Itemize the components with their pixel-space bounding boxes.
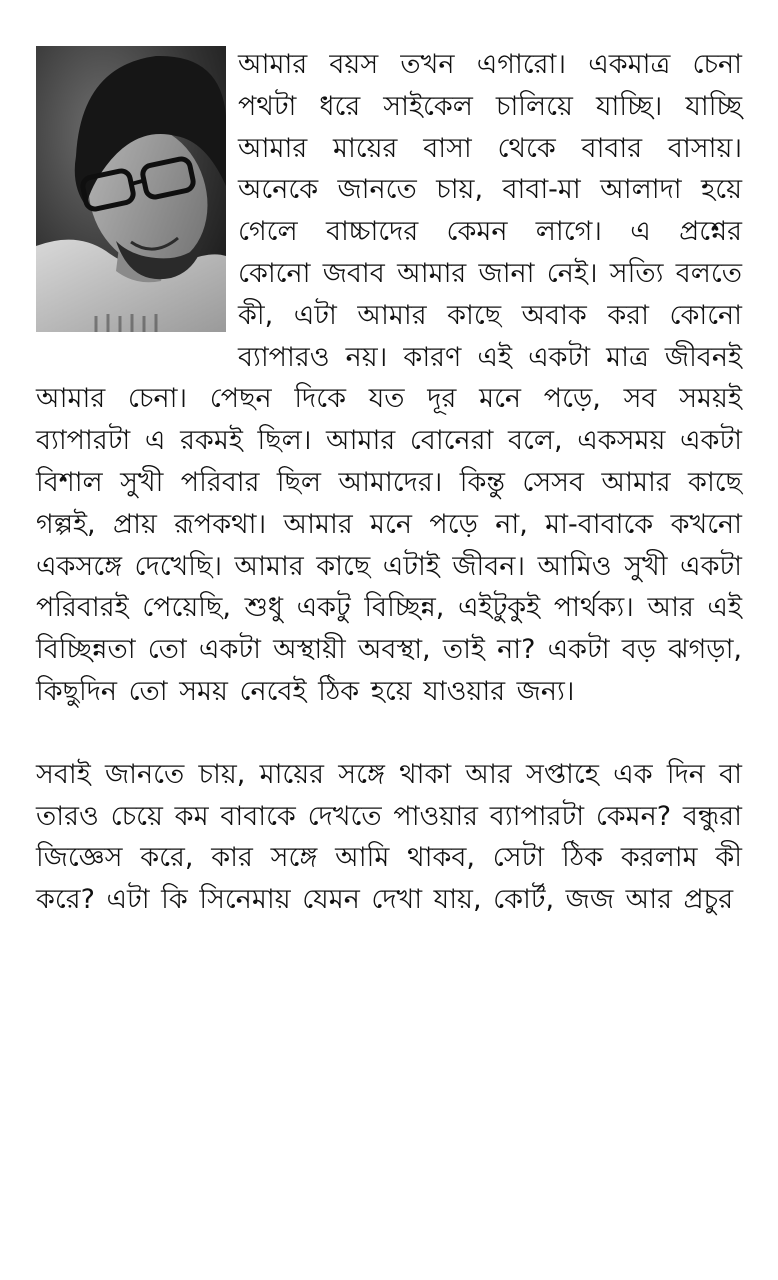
author-portrait-image bbox=[36, 46, 226, 332]
author-photo bbox=[36, 46, 226, 332]
article-paragraph-2: সবাই জানতে চায়, মায়ের সঙ্গে থাকা আর সপ্তাহে এক দিন বা তারও চেয়ে কম বাবাকে দেখতে পাওয়ার ব্যাপারটা কেমন? বন্ধুরা জিজ্ঞেস করে, কার সঙ্গে আমি থাকব, সেটা ঠিক করলাম কী করে? এটা কি সিনেমায় যেমন দেখা যায়, কোর্ট, জজ আর প্রচুর bbox=[36, 758, 742, 916]
article-page bbox=[36, 44, 742, 921]
article-paragraph-1: আমার বয়স তখন এগারো। একমাত্র চেনা পথটা ধরে সাইকেল চালিয়ে যাচ্ছি। যাচ্ছি আমার মায়ের বাসা থেকে বাবার বাসায়। অনেকে জানতে চায়, বাবা-মা আলাদা হয়ে গেলে বাচ্চাদের কেমন লাগে। এ প্রশ্নের কোনো জবাব আমার জানা নেই। সত্যি বলতে কী, এটা আমার কাছে অবাক করা কোনো ব্যাপারও নয়। কারণ এই একটা মাত্র জীবনই আমার চেনা। পেছন দিকে যত দূর মনে পড়ে, সব সময়ই ব্যাপারটা এ রকমই ছিল। আমার বোনেরা বলে, একসময় একটা বিশাল সুখী পরিবার ছিল আমাদের। কিন্তু সেসব আমার কাছে গল্পই, প্রায় রূপকথা। আমার মনে পড়ে না, মা-বাবাকে কখনো একসঙ্গে দেখেছি। আমার কাছে এটাই জীবন। আমিও সুখী একটা পরিবারই পেয়েছি, শুধু একটু বিচ্ছিন্ন, এইটুকুই পার্থক্য। আর এই বিচ্ছিন্নতা তো একটা অস্থায়ী অবস্থা, তাই না? একটা বড় ঝগড়া, কিছুদিন তো সময় নেবেই ঠিক হয়ে যাওয়ার জন্য। bbox=[36, 49, 742, 707]
